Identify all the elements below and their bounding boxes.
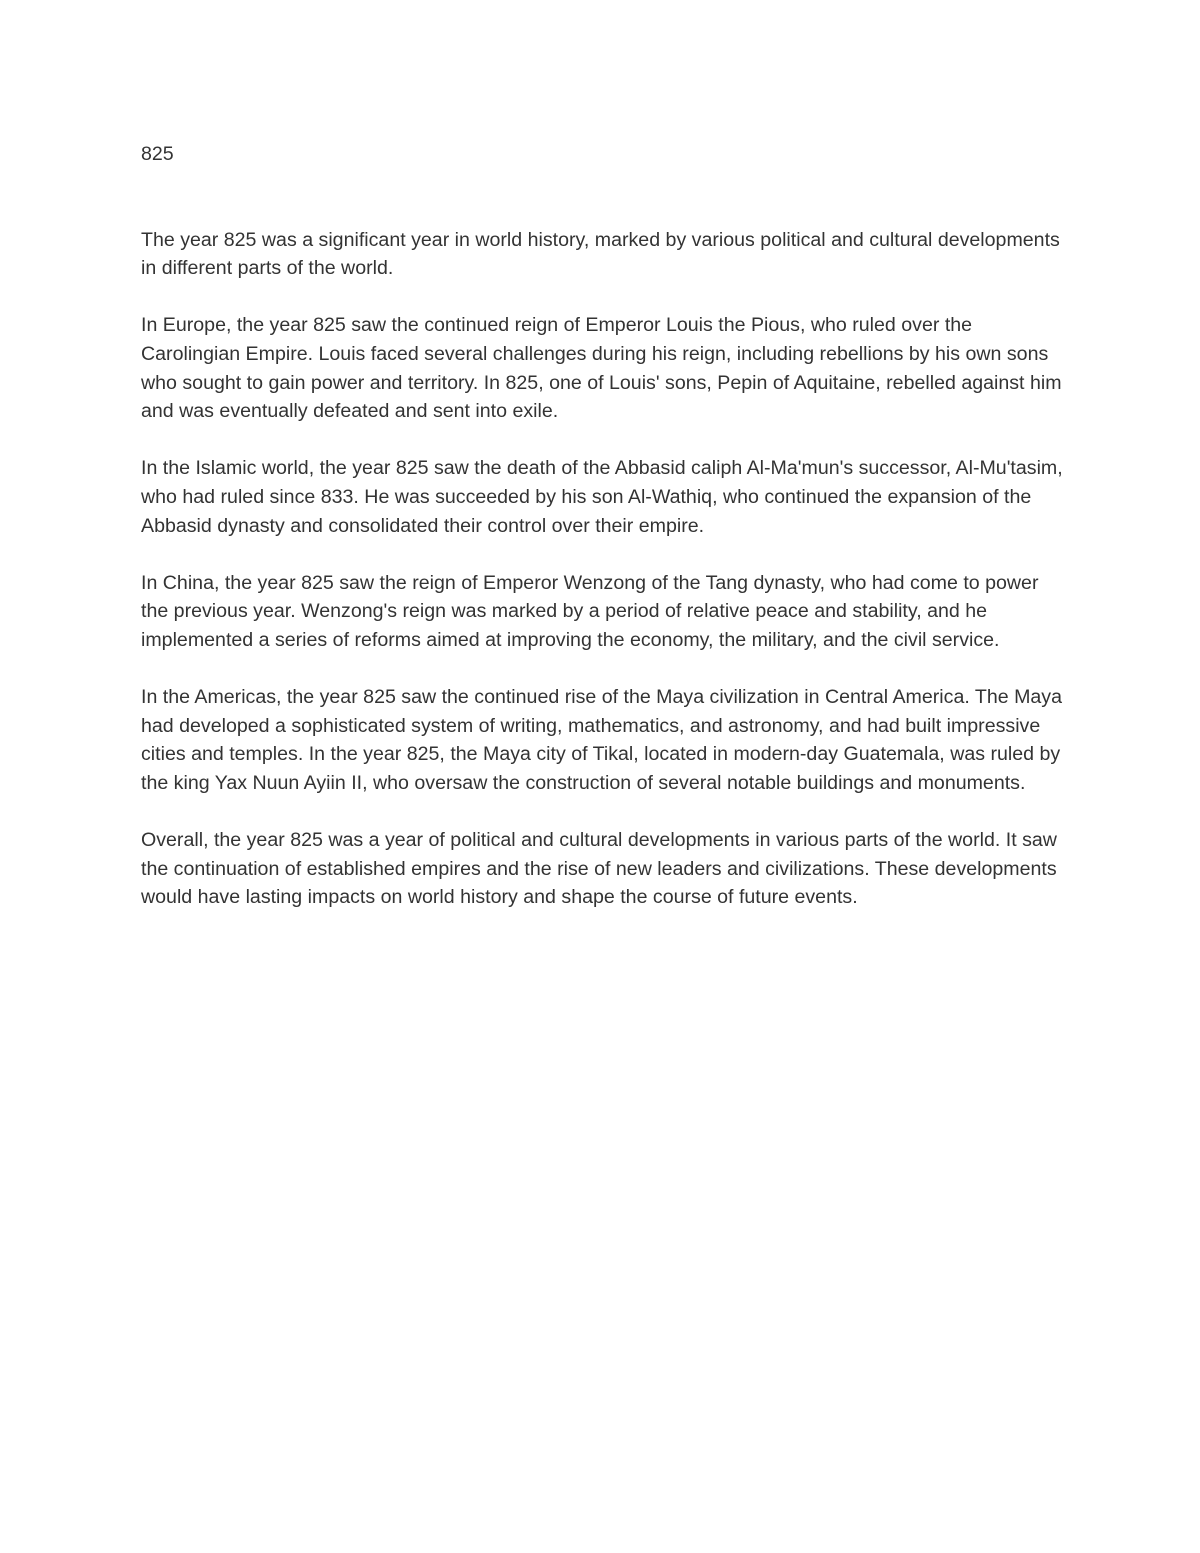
document-title: 825 (141, 143, 174, 165)
paragraph-islamic-world: In the Islamic world, the year 825 saw the death of the Abbasid caliph Al-Ma'mun's successor, Al-Mu'tasim, who had ruled since 833. He was succeeded by his son Al-Wathiq, who continued the expansion of the Abbasid dynasty and consolidated their control over their empire. (141, 457, 1063, 537)
paragraph-intro: The year 825 was a significant year in world history, marked by various political and cultural developments in different parts of the world. (141, 228, 1060, 280)
document-body (141, 140, 1066, 912)
paragraph-china: In China, the year 825 saw the reign of Emperor Wenzong of the Tang dynasty, who had come to power the previous year. Wenzong's reign was marked by a period of relative peace and stability, and he implemented a series of reforms aimed at improving the economy, the military, and the civil service. (141, 571, 1039, 651)
paragraph-europe: In Europe, the year 825 saw the continued reign of Emperor Louis the Pious, who ruled over the Carolingian Empire. Louis faced several challenges during his reign, including rebellions by his own sons who sought to gain power and territory. In 825, one of Louis' sons, Pepin of Aquitaine, rebelled against him and was eventually defeated and sent into exile. (141, 314, 1062, 423)
paragraph-americas: In the Americas, the year 825 saw the continued rise of the Maya civilization in Central America. The Maya had developed a sophisticated system of writing, mathematics, and astronomy, and had built impressive cities and temples. In the year 825, the Maya city of Tikal, located in modern-day Guatemala, was ruled by the king Yax Nuun Ayiin II, who oversaw the construction of several notable buildings and monuments. (141, 686, 1063, 794)
paragraph-conclusion: Overall, the year 825 was a year of political and cultural developments in various parts of the world. It saw the continuation of established empires and the rise of new leaders and civilizations. These developments would have lasting impacts on world history and shape the course of future events. (141, 829, 1057, 909)
